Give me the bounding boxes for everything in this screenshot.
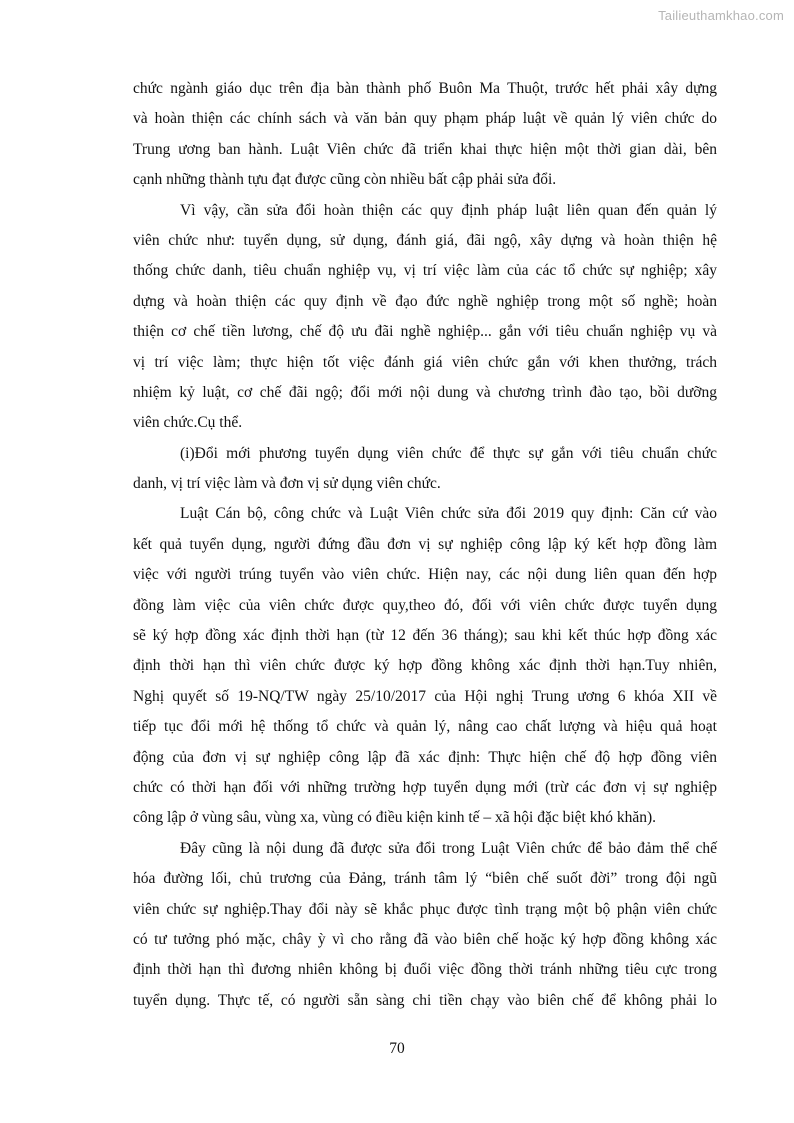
text-line: tiếp tục đổi mới hệ thống tổ chức và quản lý, nâng cao chất lượng và hiệu quả hoạt (133, 718, 717, 736)
watermark: Tailieuthamkhao.com (658, 8, 784, 23)
document-body (133, 74, 717, 1016)
text-line: Nghị quyết số 19-NQ/TW ngày 25/10/2017 của Hội nghị Trung ương 6 khóa XII về (133, 687, 717, 705)
text-line: (i)Đổi mới phương tuyển dụng viên chức để thực sự gắn với tiêu chuẩn chức (180, 444, 717, 462)
text-line: viên chức.Cụ thể. (133, 414, 243, 432)
text-line: viên chức sự nghiệp.Thay đổi này sẽ khắc phục được tình trạng một bộ phận viên chức (133, 900, 717, 918)
paragraph (133, 834, 717, 1016)
text-line: động của đơn vị sự nghiệp công lập đã xác định: Thực hiện chế độ hợp đồng viên (133, 748, 717, 766)
text-line: danh, vị trí việc làm và đơn vị sử dụng viên chức. (133, 475, 441, 493)
text-line: chức có thời hạn đối với những trường hợp tuyển dụng mới (trừ các đơn vị sự nghiệp (133, 778, 717, 796)
text-line: Đây cũng là nội dung đã được sửa đổi trong Luật Viên chức để bảo đảm thể chế (180, 839, 717, 857)
paragraph (133, 499, 717, 833)
text-line: và hoàn thiện các chính sách và văn bản quy phạm pháp luật về quản lý viên chức do (133, 110, 717, 128)
text-line: công lập ở vùng sâu, vùng xa, vùng có điều kiện kinh tế – xã hội đặc biệt khó khăn). (133, 809, 657, 827)
text-line: Vì vậy, cần sửa đổi hoàn thiện các quy định pháp luật liên quan đến quản lý (180, 201, 717, 219)
paragraph (133, 196, 717, 439)
text-line: nhiệm kỷ luật, cơ chế đãi ngộ; đổi mới nội dung và chương trình đào tạo, bồi dưỡng (133, 383, 717, 401)
text-line: đồng làm việc của viên chức được quy,theo đó, đối với viên chức được tuyển dụng (133, 596, 717, 614)
text-line: Trung ương ban hành. Luật Viên chức đã triển khai thực hiện một thời gian dài, bên (133, 140, 717, 158)
text-line: định thời hạn thì viên chức được ký hợp đồng không xác định thời hạn.Tuy nhiên, (133, 657, 717, 675)
text-line: chức ngành giáo dục trên địa bàn thành phố Buôn Ma Thuột, trước hết phải xây dựng (133, 80, 717, 97)
text-line: việc với người trúng tuyển vào viên chức. Hiện nay, các nội dung liên quan đến hợp (133, 566, 717, 584)
text-line: tuyển dụng. Thực tế, có người sẵn sàng chi tiền chạy vào biên chế để không phải lo (133, 991, 717, 1009)
text-line: sẽ ký hợp đồng xác định thời hạn (từ 12 đến 36 tháng); sau khi kết thúc hợp đồng xác (133, 627, 717, 645)
text-line: hóa đường lối, chủ trương của Đảng, tránh tâm lý “biên chế suốt đời” trong đội ngũ (133, 870, 717, 888)
text-line: Luật Cán bộ, công chức và Luật Viên chức sửa đổi 2019 quy định: Căn cứ vào (180, 505, 717, 523)
paragraph (133, 439, 717, 500)
page-number: 70 (389, 1040, 405, 1057)
text-line: cạnh những thành tựu đạt được cũng còn nhiều bất cập phải sửa đổi. (133, 171, 557, 189)
text-line: có tư tưởng phó mặc, chây ỳ vì cho rằng đã vào biên chế hoặc ký hợp đồng không xác (133, 930, 717, 948)
paragraph (133, 74, 717, 196)
text-line: viên chức như: tuyển dụng, sử dụng, đánh giá, đãi ngộ, xây dựng và hoàn thiện hệ (133, 231, 717, 249)
text-line: kết quả tuyển dụng, người đứng đầu đơn vị sự nghiệp công lập ký kết hợp đồng làm (133, 535, 717, 553)
text-line: thống chức danh, tiêu chuẩn nghiệp vụ, vị trí việc làm của các tổ chức sự nghiệp; xây (133, 262, 717, 280)
text-line: thiện cơ chế tiền lương, chế độ ưu đãi nghề nghiệp... gắn với tiêu chuẩn nghiệp vụ và (133, 323, 717, 341)
text-line: vị trí việc làm; thực hiện tốt việc đánh giá viên chức gắn với khen thưởng, trách (133, 353, 717, 371)
text-line: dựng và hoàn thiện các quy định về đạo đức nghề nghiệp trong một số nghề; hoàn (133, 292, 717, 310)
text-line: định thời hạn thì đương nhiên không bị đuổi việc đồng thời tránh những tiêu cực trong (133, 961, 717, 979)
